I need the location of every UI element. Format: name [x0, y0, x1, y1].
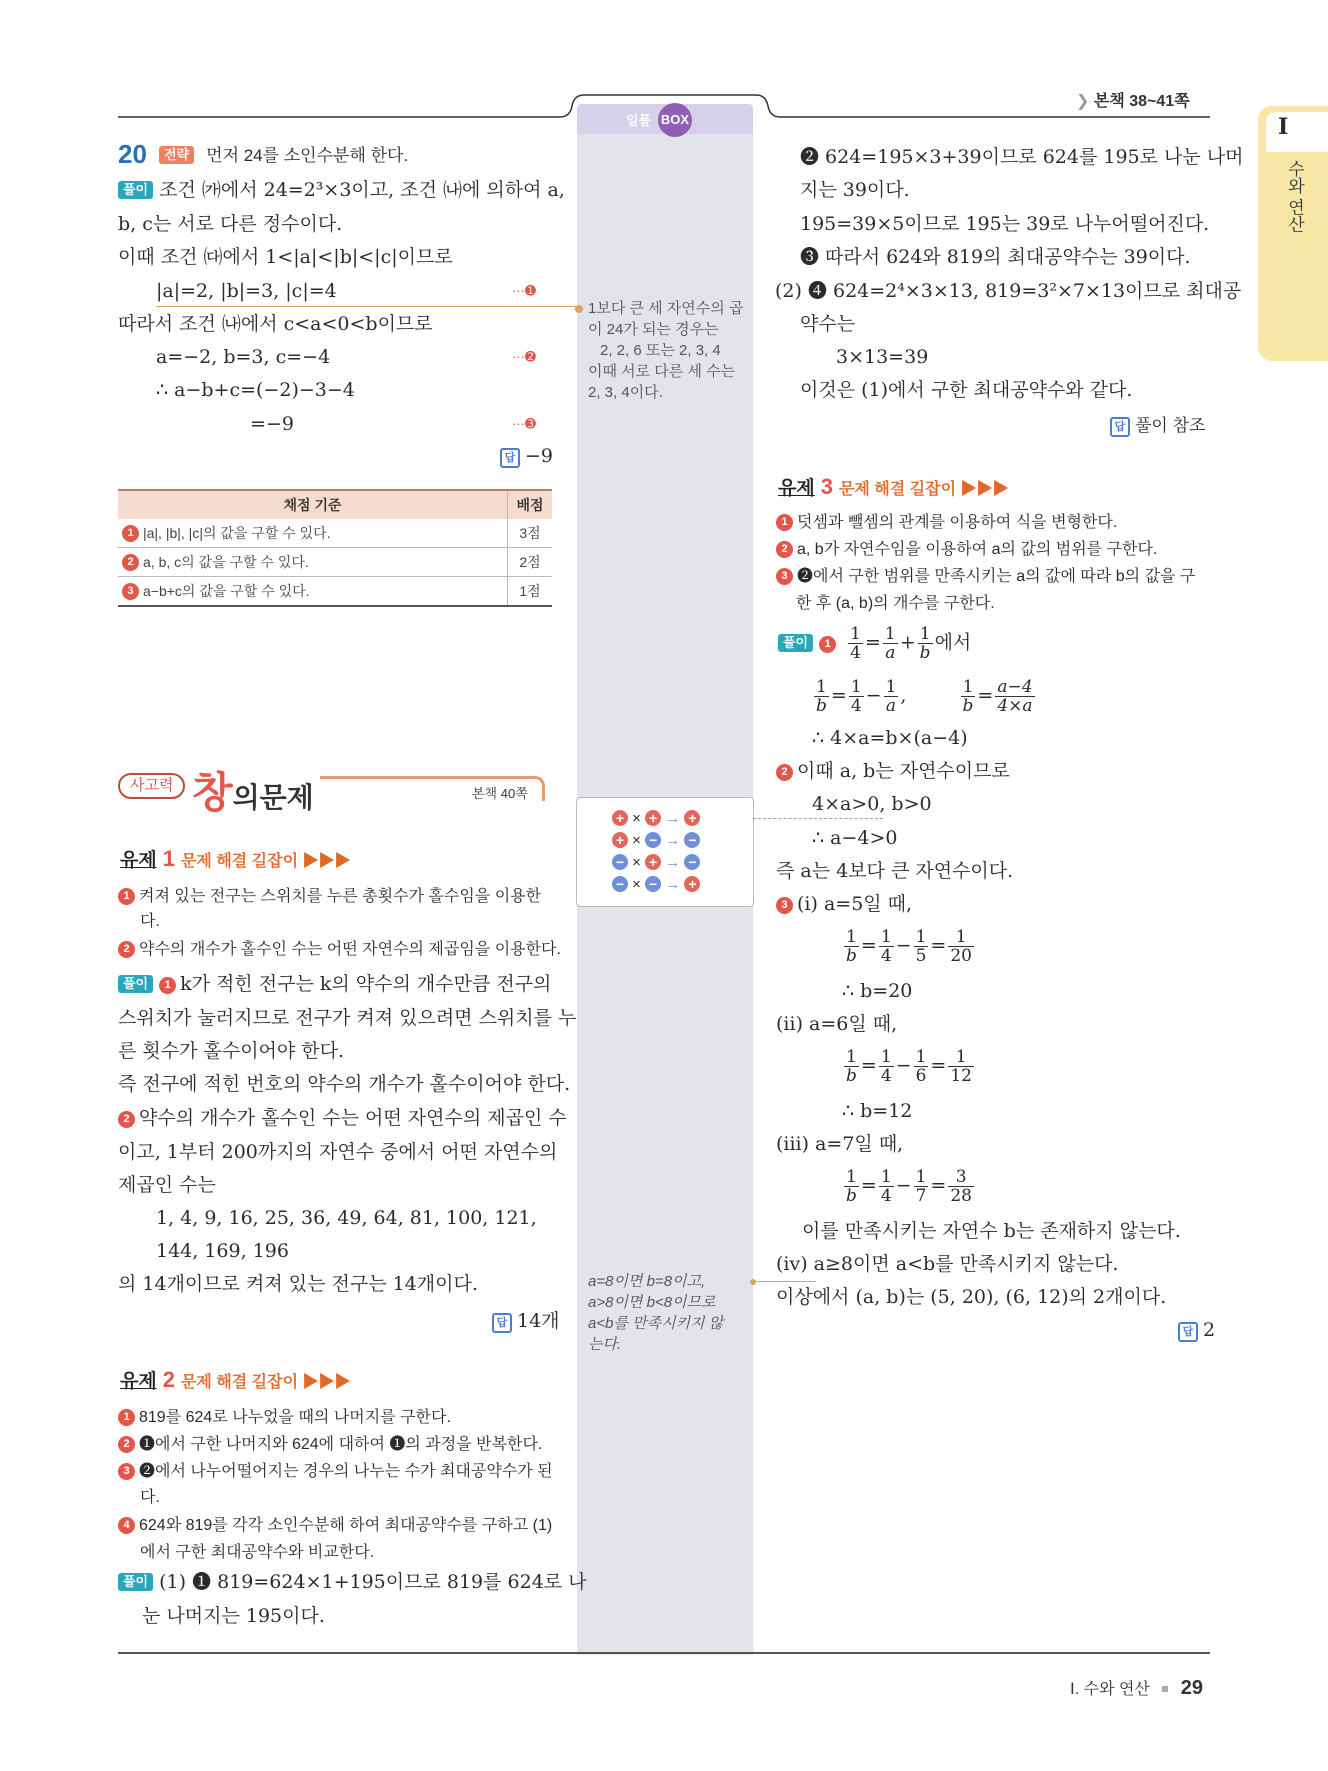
row-points: 3점 [508, 519, 553, 548]
r-line-1: ➋ 624=195×3+39이므로 624를 195로 나눈 나머 [800, 146, 1244, 168]
minus-icon: − [612, 854, 628, 870]
sign-rule-row [612, 808, 700, 830]
guide-num: 1 [118, 1409, 135, 1426]
u1-guide-2 [118, 938, 561, 962]
u3-case2-eq: $\frac{1}{b}$ = $\frac{1}{4}$ − $\frac{1}{6}$ = $\frac{1}{12}$ [846, 1047, 972, 1086]
u1-sol-6: 이고, 1부터 200까지의 자연수 중에서 어떤 자연수의 [118, 1141, 558, 1163]
guide-text: 624와 819를 각각 소인수분해 하여 최대공약수를 구하고 (1) [139, 1517, 553, 1534]
header-criteria: 채점 기준 [118, 490, 508, 519]
header-points: 배점 [508, 490, 553, 519]
r-line-8: 이것은 (1)에서 구한 최대공약수와 같다. [800, 379, 1133, 401]
middle-note-2 [588, 1271, 723, 1355]
u1-tag: 문제 해결 길잡이 ▶▶▶ [180, 853, 351, 870]
answer-value: 14개 [517, 1310, 560, 1332]
answer-value: 2 [1203, 1319, 1216, 1341]
p20-line-3: 이때 조건 ㈐에서 1<|a|<|b|<|c|이므로 [118, 246, 453, 268]
row-number: 2 [122, 554, 139, 571]
step-num: 2 [776, 764, 793, 781]
r-answer-top [1110, 411, 1205, 437]
u3-case1-eq: $\frac{1}{b}$ = $\frac{1}{4}$ − $\frac{1}{5}$ = $\frac{1}{20}$ [846, 927, 972, 966]
minus-icon: − [612, 876, 628, 892]
u1-label: 유제 [120, 850, 157, 871]
arrow-icon: → [665, 832, 681, 849]
p20-text: 조건 ㈎에서 24=2³×3이고, 조건 ㈏에 의하여 a, [159, 179, 565, 201]
guide-num: 3 [118, 1463, 135, 1480]
solution-tag: 풀이 [778, 634, 813, 652]
score-table [118, 489, 552, 607]
u2-guide-3 [118, 1460, 553, 1484]
sol-text: (ⅰ) a=5일 때, [797, 893, 913, 915]
fraction: $\frac{1}{b}$ [919, 624, 931, 663]
chevron-right-icon: ❯ [1076, 93, 1090, 110]
u3-number: 3 [820, 474, 833, 499]
u3-guide-1 [776, 511, 1117, 535]
guide-text: 켜져 있는 전구는 스위치를 누른 총횟수가 홀수임을 이용한 [139, 888, 542, 905]
u3-case2-res: ∴ b=12 [842, 1100, 913, 1122]
connector-dashed [753, 818, 883, 819]
u2-guide-4b: 에서 구한 최대공약수와 비교한다. [140, 1544, 375, 1561]
plus-icon: + [684, 876, 700, 892]
u1-sol-5 [118, 1106, 567, 1130]
u3-line-5: 즉 a는 4보다 큰 자연수이다. [776, 860, 1014, 882]
plus-icon: + [645, 810, 661, 826]
creative-title [192, 760, 314, 820]
answer-value: 풀이 참조 [1135, 416, 1206, 435]
u2-guide-2 [118, 1433, 542, 1457]
guide-text: 덧셈과 뺄셈의 관계를 이용하여 식을 변형한다. [797, 514, 1118, 531]
u1-sol-3: 른 횟수가 홀수이어야 한다. [118, 1040, 345, 1062]
row-points: 2점 [508, 548, 553, 577]
footer-chapter: Ⅰ. 수와 연산 [1070, 1681, 1150, 1698]
p20-line-5: 따라서 조건 ㈏에서 c<a<0<b이므로 [118, 313, 433, 335]
marker-2: ···➋ [512, 349, 536, 364]
u1-sol-2: 스위치가 눌러지므로 전구가 켜져 있으려면 스위치를 누 [118, 1007, 577, 1029]
page-ref-text: 본책 38~41쪽 [1093, 93, 1190, 110]
row-number: 3 [122, 583, 139, 600]
note-line: 1보다 큰 세 자연수의 곱 [588, 300, 744, 317]
u2-guide-4 [118, 1514, 552, 1538]
u1-sol-7: 제곱인 수는 [118, 1174, 216, 1196]
fraction: $\frac{1}{b}$ [816, 677, 827, 716]
p20-line-2: b, c는 서로 다른 정수이다. [118, 213, 343, 235]
leader-line-1 [156, 306, 576, 307]
u3-answer [1178, 1319, 1215, 1342]
times-symbol: × [632, 832, 641, 849]
p20-line-1 [118, 178, 565, 202]
r-line-6: 약수는 [800, 313, 856, 335]
creative-ref: 본책 40쪽 [472, 786, 528, 801]
fraction: $\frac{3}{28}$ [950, 1167, 972, 1206]
plus-icon: + [684, 810, 700, 826]
row-text: a−b+c의 값을 구할 수 있다. [143, 583, 310, 599]
fraction: $\frac{1}{a}$ [884, 624, 896, 663]
u3-case-1 [776, 892, 912, 916]
guide-num: 1 [118, 888, 135, 905]
minus-icon: − [645, 876, 661, 892]
guide-text: ➊에서 구한 나머지와 624에 대하여 ➊의 과정을 반복한다. [139, 1436, 543, 1453]
plus-icon: + [645, 854, 661, 870]
score-table-header [118, 490, 552, 519]
leader-line-2 [756, 1281, 816, 1282]
times-symbol: × [632, 876, 641, 893]
step-num: 1 [159, 977, 176, 994]
sol-text: 이때 a, b는 자연수이므로 [797, 760, 1010, 782]
arrow-icon: → [665, 876, 681, 893]
u3-label: 유제 [778, 478, 815, 499]
guide-num: 4 [118, 1517, 135, 1534]
u3-line-2 [776, 759, 1010, 783]
arrow-icon: → [665, 854, 681, 871]
table-row [118, 577, 552, 607]
u1-sol-9: 144, 169, 196 [156, 1240, 289, 1262]
sign-rules [612, 808, 700, 896]
marker-1: ···➊ [512, 283, 536, 298]
fraction: $\frac{1}{b}$ [846, 927, 857, 966]
u1-guide-1 [118, 885, 541, 909]
fraction: $\frac{1}{4}$ [880, 927, 892, 966]
u2-label: 유제 [120, 1371, 157, 1392]
u2-sol-1 [118, 1570, 587, 1594]
u2-number: 2 [162, 1367, 175, 1392]
u3-guide-3 [776, 565, 1195, 589]
plus-icon: + [612, 810, 628, 826]
guide-num: 3 [776, 568, 793, 585]
sol-text: 약수의 개수가 홀수인 수는 어떤 자연수의 제곱인 수 [139, 1107, 567, 1129]
problem-number: 20 [118, 139, 147, 169]
sol-text: k가 적힌 전구는 k의 약수의 개수만큼 전구의 [180, 973, 552, 995]
p20-line-6: a=−2, b=3, c=−4 [156, 346, 331, 368]
guide-num: 2 [118, 941, 135, 958]
fraction: $\frac{1}{7}$ [915, 1167, 927, 1206]
u3-case-4: (ⅳ) a≥8이면 a<b를 만족시키지 않는다. [776, 1253, 1119, 1275]
r-line-5: (2) ➍ 624=2⁴×3×13, 819=3²×7×13이므로 최대공 [775, 280, 1242, 302]
u3-line-4: ∴ a−4>0 [812, 827, 898, 849]
u1-sol-4: 즉 전구에 적힌 번호의 약수의 개수가 홀수이어야 한다. [118, 1073, 571, 1095]
step-num: 3 [776, 897, 793, 914]
plus-icon: + [612, 832, 628, 848]
minus-icon: − [645, 832, 661, 848]
u3-case3-res: 이를 만족시키는 자연수 b는 존재하지 않는다. [802, 1220, 1181, 1242]
row-text: a, b, c의 값을 구할 수 있다. [143, 554, 309, 570]
fraction: $\frac{1}{4}$ [850, 677, 862, 716]
note-dot-2 [750, 1279, 756, 1285]
p20-line-4: |a|=2, |b|=3, |c|=4 [156, 280, 337, 302]
footer-separator [1162, 1686, 1168, 1692]
row-text: |a|, |b|, |c|의 값을 구할 수 있다. [143, 525, 331, 541]
note-line: a=8이면 b=8이고, [588, 1273, 706, 1290]
problem-20-header [118, 139, 409, 169]
creative-title-rest: 의문제 [232, 782, 314, 813]
u1-number: 1 [162, 846, 175, 871]
footer [1070, 1676, 1203, 1700]
note-line: a<b를 만족시키지 않 [588, 1315, 724, 1332]
fraction: $\frac{1}{20}$ [950, 927, 972, 966]
u2-guide-3b: 다. [140, 1489, 160, 1506]
footer-rule [118, 1652, 1210, 1654]
note-line: 2, 2, 6 또는 2, 3, 4 [600, 342, 721, 359]
strategy-tag: 전략 [159, 146, 194, 164]
arrow-icon: → [665, 810, 681, 827]
fraction: $\frac{1}{b}$ [846, 1167, 857, 1206]
u1-header [120, 845, 351, 872]
guide-text: 약수의 개수가 홀수인 수는 어떤 자연수의 제곱임을 이용한다. [139, 941, 561, 958]
fraction: $\frac{1}{6}$ [915, 1047, 927, 1086]
guide-text: ➋에서 나누어떨어지는 경우의 나누는 수가 최대공약수가 된 [139, 1463, 553, 1480]
fraction: $\frac{1}{b}$ [846, 1047, 857, 1086]
u3-case-2: (ⅱ) a=6일 때, [776, 1013, 898, 1035]
guide-num: 2 [776, 541, 793, 558]
answer-icon: 답 [1110, 417, 1130, 437]
answer-value: −9 [525, 445, 554, 467]
fraction: $\frac{1}{4}$ [850, 624, 861, 663]
r-line-7: 3×13=39 [836, 346, 929, 368]
u3-case1-res: ∴ b=20 [842, 980, 913, 1002]
minus-icon: − [684, 854, 700, 870]
side-tab-title: 수와 연산 [1285, 160, 1304, 233]
answer-icon: 답 [1178, 1322, 1198, 1342]
times-symbol: × [632, 854, 641, 871]
fraction: $\frac{a-4}{4\times a}$ [997, 677, 1033, 716]
fraction: $\frac{1}{a}$ [885, 677, 897, 716]
u3-case-3: (ⅲ) a=7일 때, [776, 1133, 904, 1155]
answer-icon: 답 [492, 1313, 512, 1333]
r-line-3: 195=39×5이므로 195는 39로 나누어떨어진다. [800, 213, 1210, 235]
u3-conclusion: 이상에서 (a, b)는 (5, 20), (6, 12)의 2개이다. [776, 1286, 1167, 1308]
note-line: 는다. [588, 1336, 622, 1353]
creative-badge: 사고력 [118, 773, 185, 799]
u3-eq-2: $\frac{1}{b}$ = $\frac{1}{4}$ − $\frac{1}{a}$ , $\frac{1}{b}$ = $\frac{a-4}{4\times a}$ [816, 677, 1033, 716]
strategy-text: 먼저 24를 소인수분해 한다. [206, 146, 409, 165]
middle-note-1 [588, 298, 743, 403]
u1-sol-10: 의 14개이므로 켜져 있는 전구는 14개이다. [118, 1273, 478, 1295]
times-symbol: × [632, 810, 641, 827]
table-row [118, 519, 552, 548]
u2-tag: 문제 해결 길잡이 ▶▶▶ [180, 1374, 351, 1391]
fraction: $\frac{1}{4}$ [880, 1167, 892, 1206]
eq-suffix: 에서 [934, 631, 972, 654]
u2-header [120, 1366, 351, 1393]
u3-header [778, 473, 1009, 500]
page-number: 29 [1180, 1677, 1204, 1699]
guide-text: 819를 624로 나누었을 때의 나머지를 구한다. [139, 1409, 451, 1426]
box-label: BOX [658, 103, 692, 137]
step-num: 2 [118, 1111, 135, 1128]
marker-3: ···➌ [512, 416, 536, 431]
sign-rule-row [612, 852, 700, 874]
u3-line-therefore: ∴ 4×a=b×(a−4) [812, 727, 968, 749]
note-dot-1 [575, 305, 583, 313]
u3-guide-2 [776, 538, 1157, 562]
fraction: $\frac{1}{5}$ [915, 927, 927, 966]
u1-sol-8: 1, 4, 9, 16, 25, 36, 49, 64, 81, 100, 121, [156, 1207, 537, 1229]
page-ref [1076, 88, 1190, 111]
r-line-4: ➌ 따라서 624와 819의 최대공약수는 39이다. [800, 246, 1191, 268]
u3-case3-eq: $\frac{1}{b}$ = $\frac{1}{4}$ − $\frac{1}{7}$ = $\frac{3}{28}$ [846, 1167, 972, 1206]
note-line: 2, 3, 4이다. [588, 384, 663, 401]
p20-line-7: ∴ a−b+c=(−2)−3−4 [156, 379, 355, 401]
guide-text: ➋에서 구한 범위를 만족시키는 a의 값에 따라 b의 값을 구 [797, 568, 1196, 585]
u2-guide-1 [118, 1406, 451, 1430]
fraction: $\frac{1}{b}$ [962, 677, 974, 716]
minus-icon: − [684, 832, 700, 848]
step-num: 1 [819, 636, 836, 653]
note-line: 이때 서로 다른 세 수는 [588, 363, 736, 380]
note-line: 이 24가 되는 경우는 [588, 321, 719, 338]
solution-tag: 풀이 [118, 1573, 153, 1591]
u2-sol-2: 눈 나머지는 195이다. [142, 1605, 325, 1627]
side-tab-cap [1266, 112, 1328, 152]
sign-rule-row [612, 874, 700, 896]
u1-sol-1 [118, 972, 551, 996]
u1-guide-1b: 다. [140, 913, 160, 930]
answer-icon: 답 [500, 448, 520, 468]
sign-rule-row [612, 830, 700, 852]
row-points: 1점 [508, 577, 553, 607]
u3-eq-1: 풀이 1 $\frac{1}{4}$ = $\frac{1}{a}$ + $\frac{1}{b}$ 에서 [778, 625, 971, 662]
side-tab-roman: Ⅰ [1278, 114, 1289, 140]
box-label-small: 일품 [626, 113, 652, 128]
u3-guide-3b: 한 후 (a, b)의 개수를 구한다. [796, 595, 995, 612]
u3-line-3: 4×a>0, b>0 [812, 793, 932, 815]
note-line: a>8이면 b<8이므로 [588, 1294, 716, 1311]
sol-text: (1) ➊ 819=624×1+195이므로 819를 624로 나 [159, 1571, 587, 1593]
u3-tag: 문제 해결 길잡이 ▶▶▶ [838, 481, 1009, 498]
p20-line-8: =−9 [250, 413, 294, 435]
guide-num: 2 [118, 1436, 135, 1453]
table-row [118, 548, 552, 577]
row-number: 1 [122, 525, 139, 542]
r-line-2: 지는 39이다. [800, 179, 910, 201]
solution-tag: 풀이 [118, 181, 153, 199]
fraction: $\frac{1}{4}$ [880, 1047, 892, 1086]
creative-title-big: 창 [192, 769, 233, 816]
solution-tag: 풀이 [118, 975, 153, 993]
fraction: $\frac{1}{12}$ [950, 1047, 972, 1086]
p20-answer [500, 445, 553, 468]
u1-answer [492, 1306, 560, 1333]
guide-num: 1 [776, 514, 793, 531]
guide-text: a, b가 자연수임을 이용하여 a의 값의 범위를 구한다. [797, 541, 1158, 558]
